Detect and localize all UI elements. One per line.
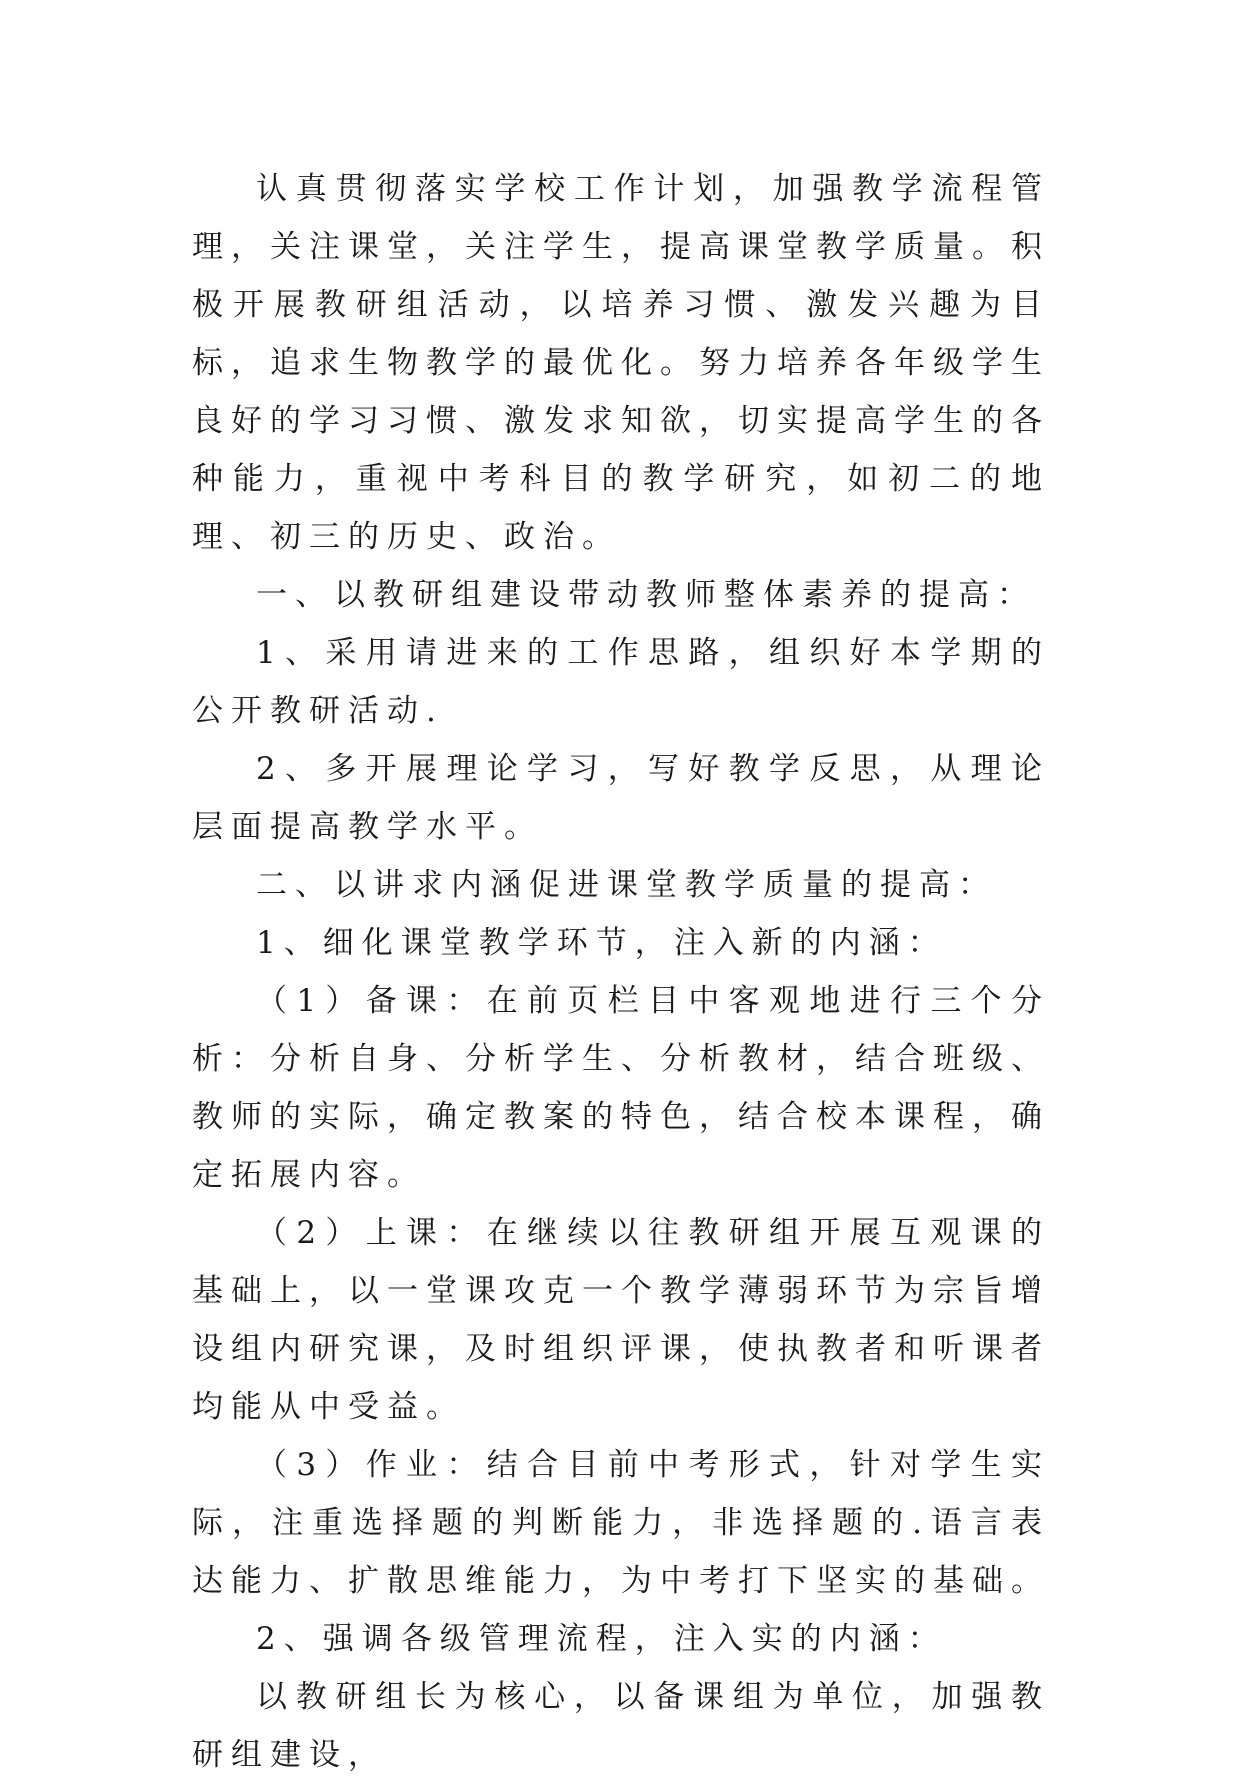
- list-item-2-2: 2、强调各级管理流程，注入实的内涵：: [256, 1621, 947, 1657]
- sub-item-homework: （3）作业：结合目前中考形式，针对学生实际，注重选择题的判断能力，非选择题的.语言表达能力、扩散思维能力，为中考打下坚实的基础。: [192, 1447, 1050, 1599]
- list-item-1-1: 1、采用请进来的工作思路，组织好本学期的公开教研活动.: [192, 635, 1050, 729]
- sub-item-teaching: （2）上课：在继续以往教研组开展互观课的基础上，以一堂课攻克一个教学薄弱环节为宗旨增设组内研究课，及时组织评课，使执教者和听课者均能从中受益。: [192, 1215, 1050, 1425]
- sub-item-lesson-prep: （1）备课：在前页栏目中客观地进行三个分析：分析自身、分析学生、分析教材，结合班级、教师的实际，确定教案的特色，结合校本课程，确定拓展内容。: [192, 983, 1050, 1193]
- list-item-1-2: 2、多开展理论学习，写好教学反思，从理论层面提高教学水平。: [192, 751, 1050, 845]
- list-item-2-1: 1、细化课堂教学环节，注入新的内涵：: [256, 925, 947, 961]
- heading-section-1: 一、以教研组建设带动教师整体素养的提高：: [256, 577, 1036, 613]
- paragraph-intro: 认真贯彻落实学校工作计划，加强教学流程管理，关注课堂，关注学生，提高课堂教学质量。积极开展教研组活动，以培养习惯、激发兴趣为目标，追求生物教学的最优化。努力培养各年级学生良好的学习习惯、激发求知欲，切实提高学生的各种能力，重视中考科目的教学研究，如初二的地理、初三的历史、政治。: [192, 171, 1050, 555]
- paragraph-closing: 以教研组长为核心，以备课组为单位，加强教研组建设，: [192, 1679, 1050, 1773]
- document-body: [192, 160, 1050, 1784]
- heading-section-2: 二、以讲求内涵促进课堂教学质量的提高：: [256, 867, 997, 903]
